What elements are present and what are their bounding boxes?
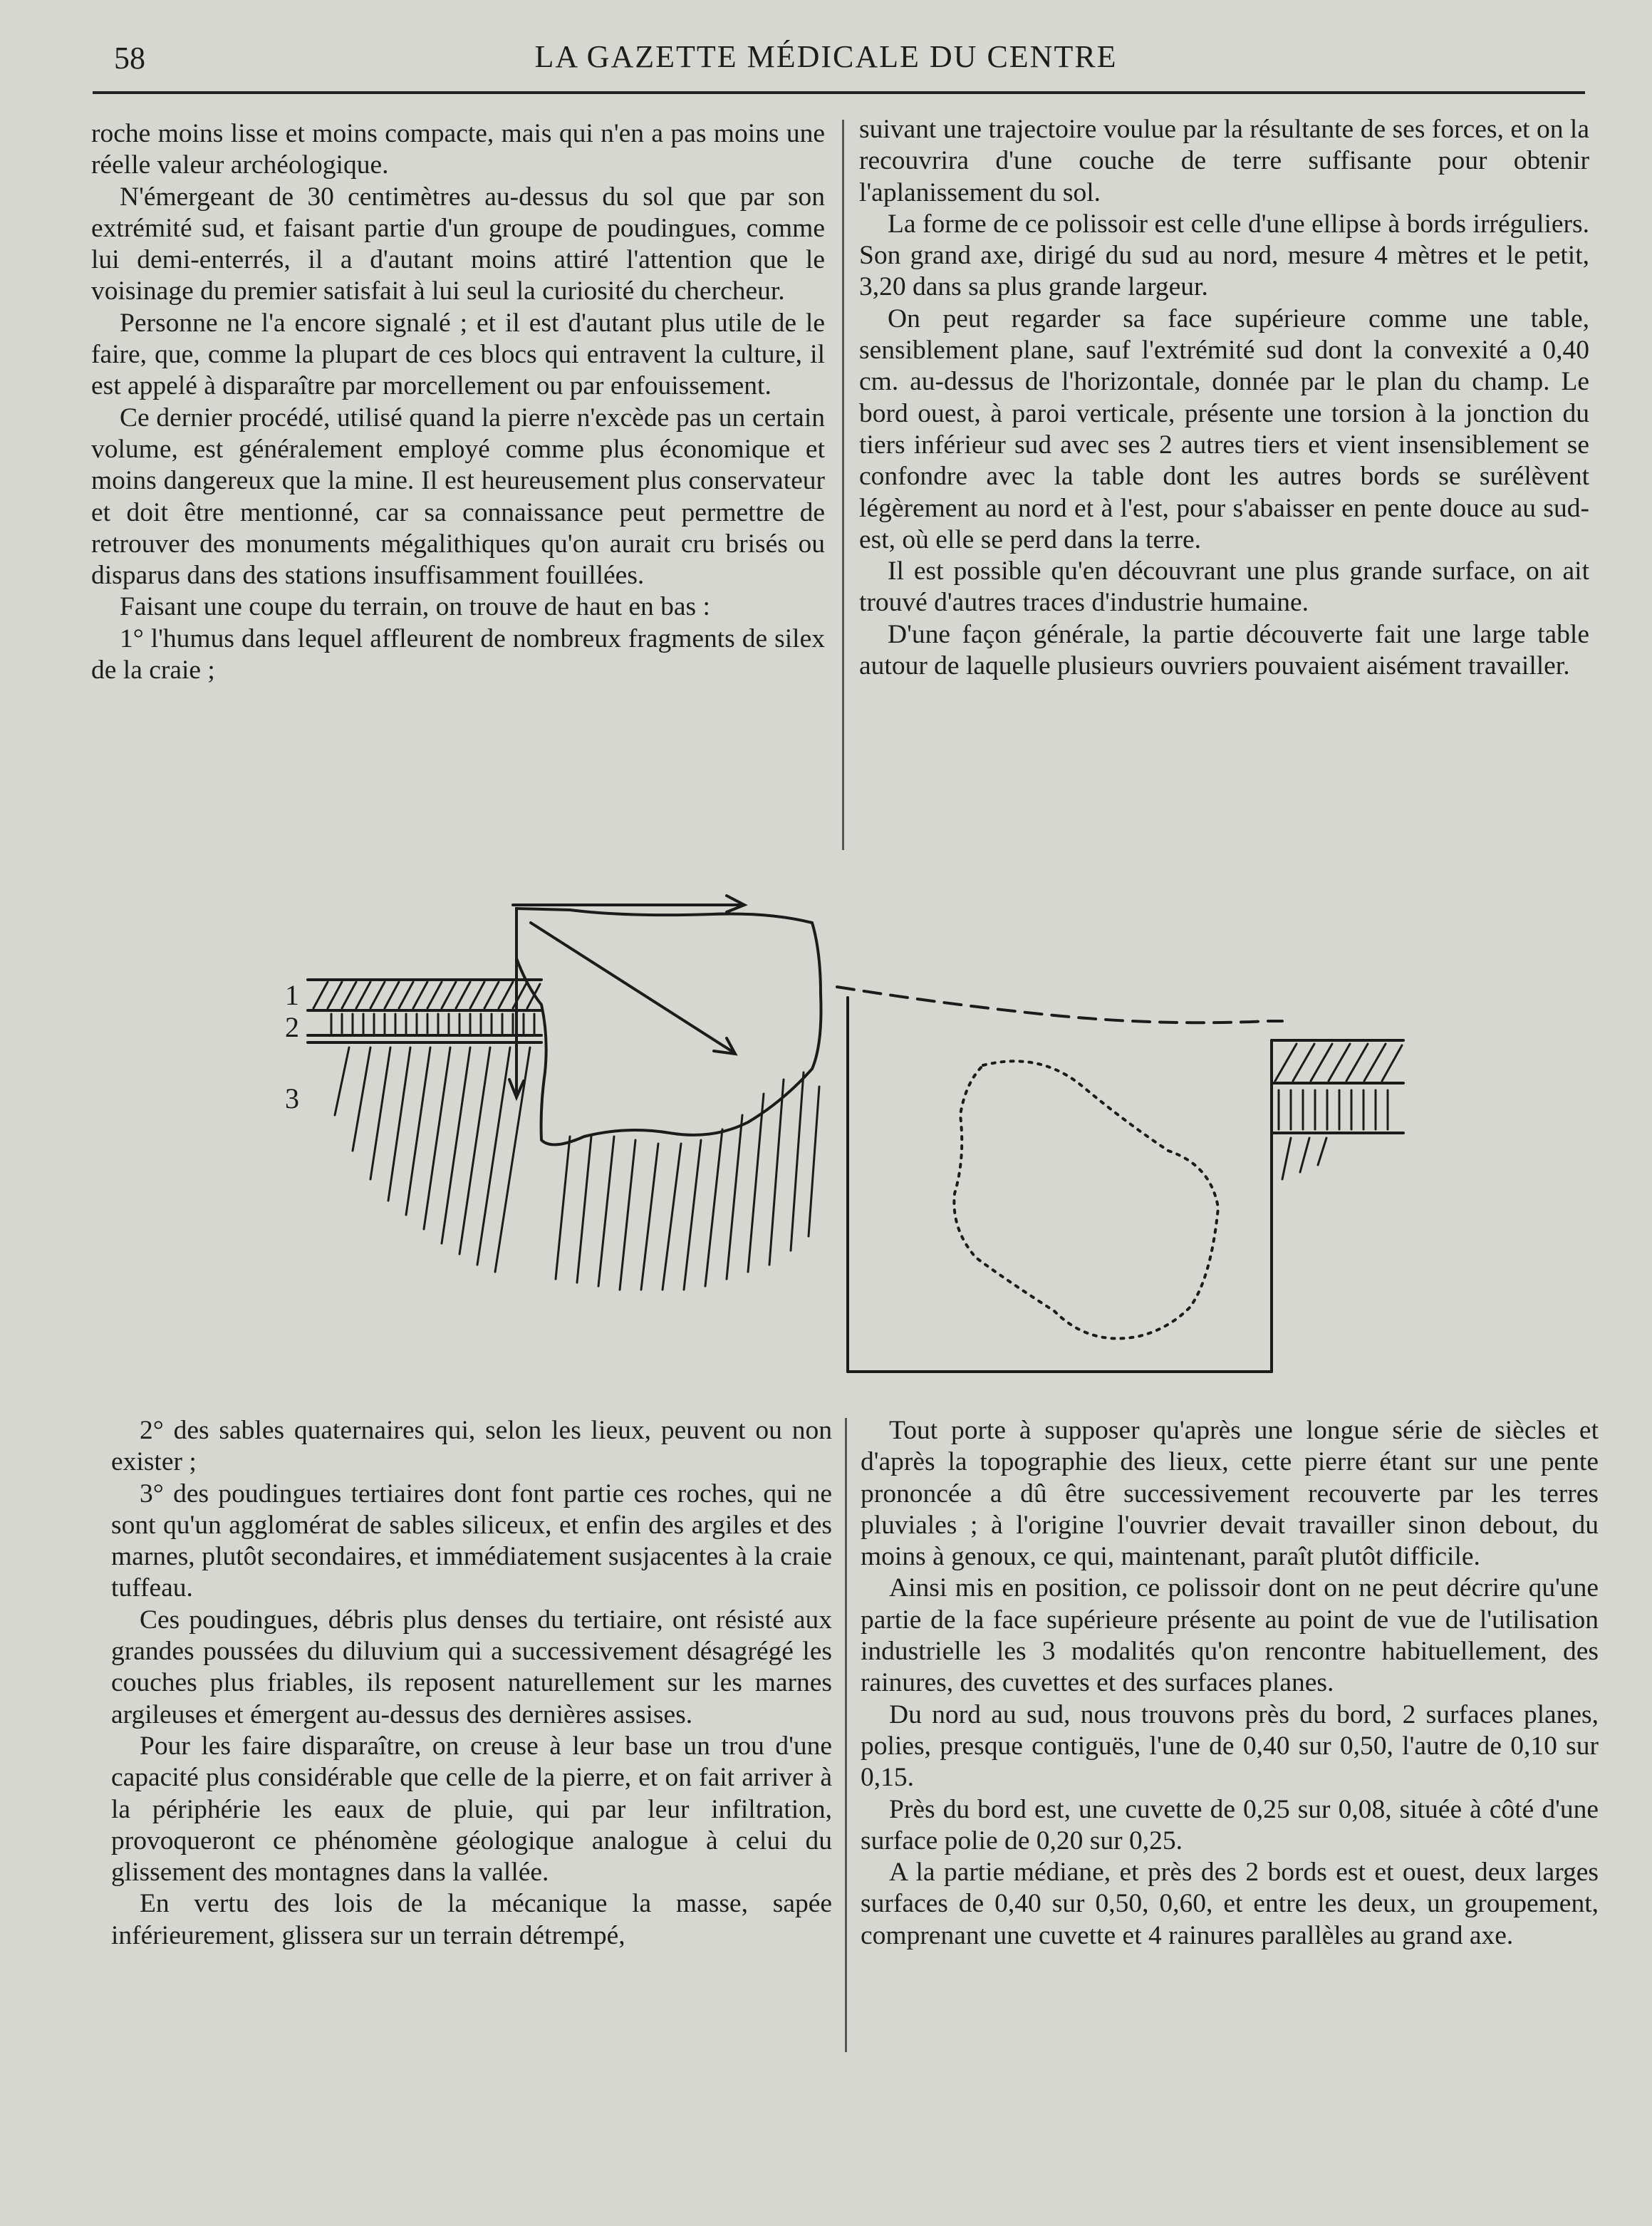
paragraph: D'une façon générale, la partie découverte fait une large table autour de laquelle plusieurs ouvriers pouvaient aisément travailler.: [859, 619, 1589, 681]
page-number: 58: [114, 41, 145, 76]
column-top-right: [859, 114, 1589, 682]
paragraph: Ces poudingues, débris plus denses du tertiaire, ont résisté aux grandes poussées du diluvium qui a successivement désagrégé les couches plus friables, ils reposent naturellement sur les marnes argileuses et émergent au-dessus des dernières assises.: [111, 1605, 832, 1729]
column-divider-top: [842, 120, 844, 850]
column-divider-bottom: [845, 1418, 847, 2052]
header-rule: [93, 91, 1585, 94]
paragraph: 3° des poudingues tertiaires dont font partie ces roches, qui ne sont qu'un agglomérat de sables siliceux, et enfin des argiles et des marnes, plutôt secondaires, et immédiatement susjacentes à la craie tuffeau.: [111, 1479, 832, 1603]
paragraph: En vertu des lois de la mécanique la masse, sapée inférieurement, glissera sur un terrain détrempé,: [111, 1889, 832, 1950]
paragraph: 1° l'humus dans lequel affleurent de nombreux fragments de silex de la craie ;: [91, 623, 825, 685]
layer-label-1: 1: [285, 979, 299, 1011]
paragraph: Personne ne l'a encore signalé ; et il est d'autant plus utile de le faire, que, comme la plupart de ces blocs qui entravent la culture, il est appelé à disparaître par morcellement ou par enfouissement.: [91, 308, 825, 401]
paragraph: Du nord au sud, nous trouvons près du bord, 2 surfaces planes, polies, presque contiguës, l'une de 0,40 sur 0,50, l'autre de 0,10 sur 0,15.: [861, 1699, 1599, 1793]
terrain-cross-section-figure: [271, 880, 1425, 1400]
paragraph: Ce dernier procédé, utilisé quand la pierre n'excède pas un certain volume, est généralement employé comme plus économique et moins dangereux que la mine. Il est heureusement plus conservateur et doit être mentionné, car sa connaissance peut permettre de retrouver des monuments mégalithiques qu'on aurait cru brisés ou disparus dans des stations insuffisamment fouillées.: [91, 403, 825, 591]
running-head: LA GAZETTE MÉDICALE DU CENTRE: [534, 39, 1118, 74]
paragraph: Tout porte à supposer qu'après une longue série de siècles et d'après la topographie des lieux, cette pierre étant sur une pente prononcée a dû être successivement recouverte par les terres pluviales ; à l'origine l'ouvrier devait travailler sinon debout, du moins à genoux, ce qui, maintenant, paraît plutôt difficile.: [861, 1416, 1599, 1572]
column-bottom-right: [861, 1415, 1599, 1952]
paragraph: Il est possible qu'en découvrant une plus grande surface, on ait trouvé d'autres traces d'industrie humaine.: [859, 556, 1589, 618]
layer-label-3: 3: [285, 1082, 299, 1114]
paragraph: On peut regarder sa face supérieure comme une table, sensiblement plane, sauf l'extrémité sud dont la convexité a 0,40 cm. au-dessus de l'horizontale, donnée par le plan du champ. Le bord ouest, à paroi verticale, présente une torsion à la jonction du tiers inférieur sud avec ses 2 autres tiers et vient insensiblement se confondre avec la table dont les autres bords se surélèvent légèrement au nord et à l'est, pour s'abaisser en pente douce au sud-est, où elle se perd dans la terre.: [859, 304, 1589, 554]
paragraph: A la partie médiane, et près des 2 bords est et ouest, deux larges surfaces de 0,40 sur 0,50, 0,60, et entre les deux, un groupement, comprenant une cuvette et 4 rainures parallèles au grand axe.: [861, 1858, 1599, 1950]
column-top-left: [91, 118, 825, 686]
paragraph: Près du bord est, une cuvette de 0,25 sur 0,08, située à côté d'une surface polie de 0,20 sur 0,25.: [861, 1794, 1599, 1855]
paragraph: La forme de ce polissoir est celle d'une ellipse à bords irréguliers. Son grand axe, dirigé du sud au nord, mesure 4 mètres et le petit, 3,20 dans sa plus grande largeur.: [859, 209, 1589, 302]
paragraph: Faisant une coupe du terrain, on trouve de haut en bas :: [120, 592, 710, 622]
paragraph: N'émergeant de 30 centimètres au-dessus du sol que par son extrémité sud, et faisant partie d'un groupe de poudingues, comme lui demi-enterrés, il a d'autant moins attiré l'attention que le voisinage du premier satisfait à lui seul la curiosité du chercheur.: [91, 182, 825, 306]
paragraph: suivant une trajectoire voulue par la résultante de ses forces, et on la recouvrira d'une couche de terre suffisante pour obtenir l'aplanissement du sol.: [859, 115, 1589, 207]
layer-label-2: 2: [285, 1011, 299, 1043]
column-bottom-left: [111, 1415, 832, 1952]
paragraph: roche moins lisse et moins compacte, mais qui n'en a pas moins une réelle valeur archéologique.: [91, 119, 825, 180]
paragraph: Pour les faire disparaître, on creuse à leur base un trou d'une capacité plus considérable que celle de la pierre, et on fait arriver à la périphérie les eaux de pluie, qui par leur infiltration, provoqueront ce phénomène géologique analogue à celui du glissement des montagnes dans la vallée.: [111, 1731, 832, 1888]
paragraph: 2° des sables quaternaires qui, selon les lieux, peuvent ou non exister ;: [111, 1416, 832, 1477]
paragraph: Ainsi mis en position, ce polissoir dont on ne peut décrire qu'une partie de la face supérieure présente au point de vue de l'utilisation industrielle les 3 modalités qu'on rencontre habituellement, des rainures, des cuvettes et des surfaces planes.: [861, 1573, 1599, 1698]
